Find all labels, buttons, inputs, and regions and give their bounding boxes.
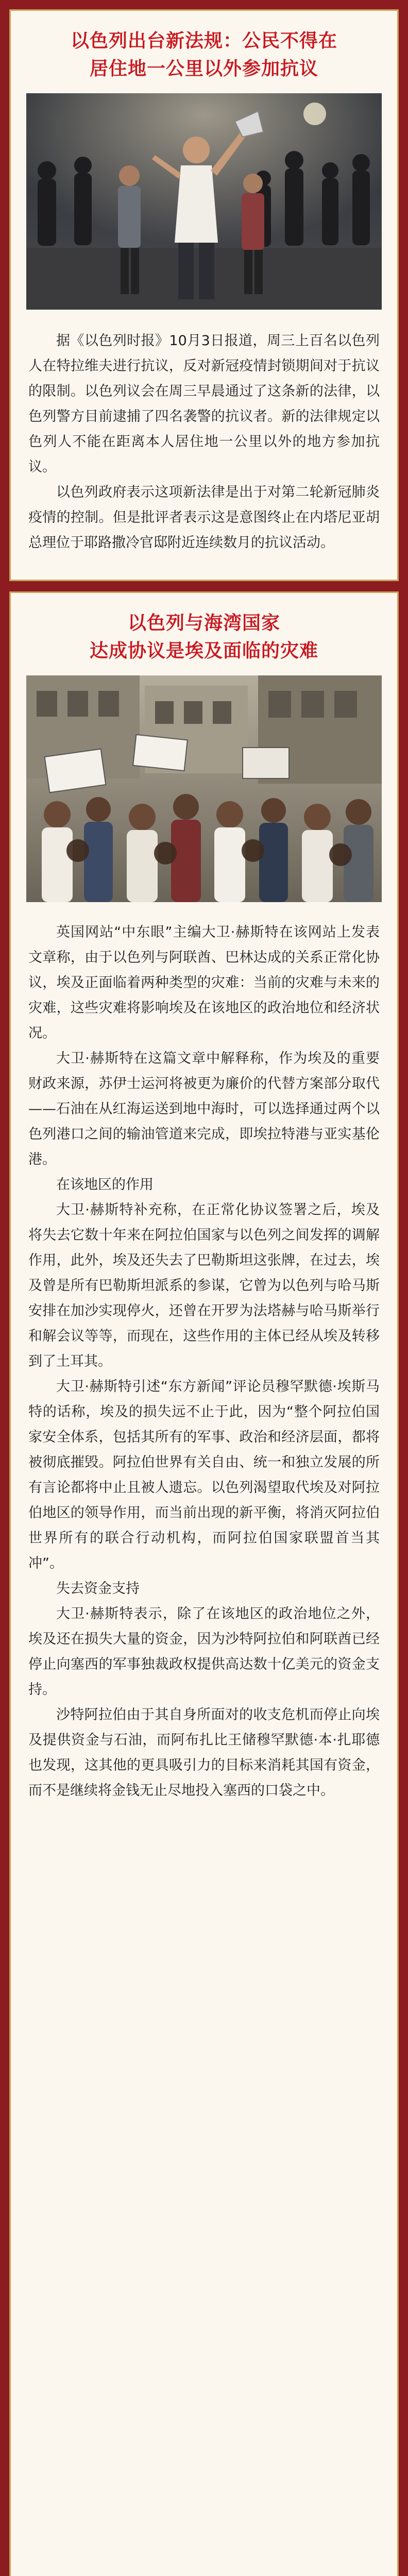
article-1-paragraph: 以色列政府表示这项新法律是出于对第二轮新冠肺炎疫情的控制。但是批评者表示这是意图终止在内塔尼亚胡总理位于耶路撒冷官邸附近连续数月的抗议活动。 <box>28 484 380 551</box>
article-1-paragraph: 据《以色列时报》10月3日报道，周三上百名以色列人在特拉维夫进行抗议，反对新冠疫情封锁期间对于抗议的限制。以色列议会在周三早晨通过了这条新的法律，以色列警方目前逮捕了四名袭警的抗议者。新的法律规定以色列人不能在距离本人居住地一公里以外的地方参加抗议。 <box>28 333 380 475</box>
article-2-paragraph: 大卫·赫斯特补充称，在正常化协议签署之后，埃及将失去它数十年来在阿拉伯国家与以色列之间发挥的调解作用，此外，埃及还失去了巴勒斯坦这张牌，在过去，埃及曾是所有巴勒斯坦派系的参谋，它曾为以色列与哈马斯安排在加沙实现停火，还曾在开罗为法塔赫与哈马斯举行和解会议等等，而现在，这些作用的主体已经从埃及转移到了土耳其。 <box>28 1202 380 1369</box>
article-2-title-line-2: 达成协议是埃及面临的灾难 <box>89 640 318 662</box>
article-2-body <box>28 920 380 1803</box>
article-2-paragraph: 大卫·赫斯特表示，除了在该地区的政治地位之外，埃及还在损失大量的资金，因为沙特阿拉伯和阿联酋已经停止向塞西的军事独裁政权提供高达数十亿美元的资金支持。 <box>28 1606 380 1698</box>
protest-crowd-photo <box>26 93 382 310</box>
article-2-subhead: 在该地区的作用 <box>56 1177 154 1193</box>
article-2-title-line-1: 以色列与海湾国家 <box>127 613 280 634</box>
article-1-panel <box>9 9 399 581</box>
article-2-paragraph: 大卫·赫斯特引述“东方新闻”评论员穆罕默德·埃斯马特的话称，埃及的损失远不止于此，因为“整个阿拉伯国家安全体系，包括其所有的军事、政治和经济层面，都将被彻底摧毁。阿拉伯世界有关自由、统一和独立发展的所有言论都将中止且被人遗忘。以色列渴望取代埃及对阿拉伯地区的领导作用，而当前出现的新平衡，将消灭阿拉伯世界所有的联合行动机构，而阿拉伯国家联盟首当其冲”。 <box>28 1379 380 1571</box>
article-1-body <box>28 328 380 555</box>
article-2-paragraph: 英国网站“中东眼”主编大卫·赫斯特在该网站上发表文章称，由于以色列与阿联酋、巴林达成的关系正常化协议，埃及正面临着两种类型的灾难：当前的灾难与未来的灾难，这些灾难将影响埃及在该地区的政治地位和经济状况。 <box>28 924 380 1041</box>
article-2-title <box>21 609 387 665</box>
article-1-title-line-1: 以色列出台新法规：公民不得在 <box>70 30 337 52</box>
article-1-title <box>21 27 387 83</box>
article-2-paragraph: 沙特阿拉伯由于其自身所面对的收支危机而停止向埃及提供资金与石油，而阿布扎比王储穆罕默德·本·扎耶德也发现，这其他的更具吸引力的目标来消耗其国有资金，而不是继续将金钱无止尽地投入塞西的口袋之中。 <box>28 1707 380 1799</box>
article-2-subhead: 失去资金支持 <box>56 1581 140 1597</box>
article-2-panel <box>9 591 399 2576</box>
article-1-title-line-2: 居住地一公里以外参加抗议 <box>89 58 318 79</box>
article-2-paragraph: 大卫·赫斯特在这篇文章中解释称，作为埃及的重要财政来源，苏伊士运河将被更为廉价的代替方案部分取代——石油在从红海运送到地中海时，可以选择通过两个以色列港口之间的输油管道来完成，即埃拉特港与亚实基伦港。 <box>28 1050 380 1167</box>
street-protest-photo <box>26 675 382 902</box>
